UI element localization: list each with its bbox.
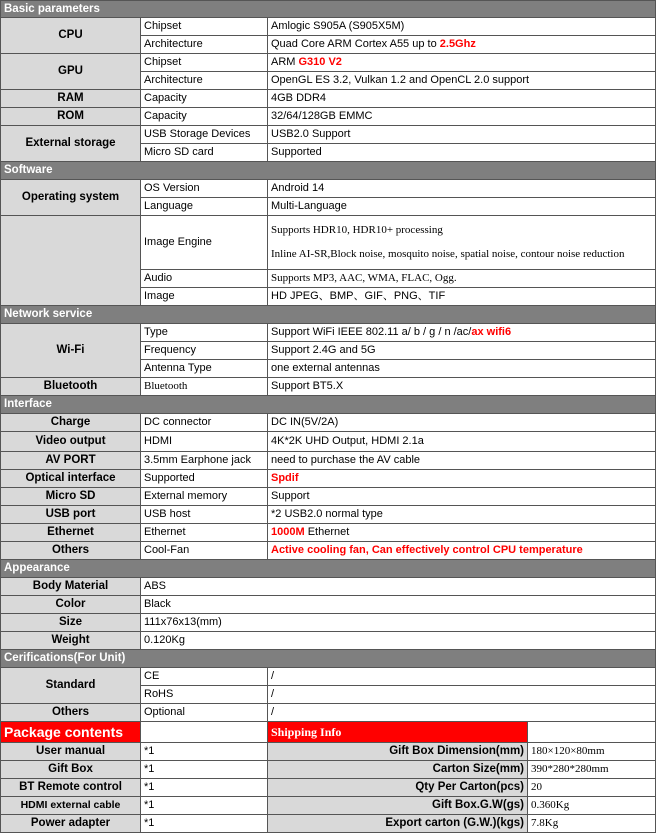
- gpu-arch-value: OpenGL ES 3.2, Vulkan 1.2 and OpenCL 2.0 support: [268, 72, 656, 90]
- charge-sub-label: DC connector: [141, 414, 268, 432]
- ram-capacity-label: Capacity: [141, 90, 268, 108]
- ethernet-sub-label: Ethernet: [141, 524, 268, 542]
- usb-port-value: *2 USB2.0 normal type: [268, 506, 656, 524]
- audio-label: Audio: [141, 270, 268, 288]
- shipping-item-value: 20: [528, 779, 656, 797]
- rom-value: 32/64/128GB EMMC: [268, 108, 656, 126]
- gpu-chipset-label: Chipset: [141, 54, 268, 72]
- color-value: Black: [141, 596, 656, 614]
- weight-label: Weight: [1, 632, 141, 650]
- ethernet-cell: [268, 524, 656, 542]
- charge-value: DC IN(5V/2A): [268, 414, 656, 432]
- section-software: Software: [1, 162, 656, 180]
- cpu-arch-label: Architecture: [141, 36, 268, 54]
- usb-storage-value: USB2.0 Support: [268, 126, 656, 144]
- package-title-spacer: [141, 722, 268, 743]
- rom-label: ROM: [1, 108, 141, 126]
- package-item-qty: *1: [141, 815, 268, 833]
- cert-others-value: /: [268, 704, 656, 722]
- cpu-frequency: 2.5Ghz: [439, 38, 476, 50]
- gpu-chipset-cell: [268, 54, 656, 72]
- gpu-label: GPU: [1, 54, 141, 90]
- color-label: Color: [1, 596, 141, 614]
- shipping-item-value: 7.8Kg: [528, 815, 656, 833]
- size-value: 111x76x13(mm): [141, 614, 656, 632]
- ce-label: CE: [141, 668, 268, 686]
- av-port-label: AV PORT: [1, 452, 141, 470]
- bluetooth-sub-label: Bluetooth: [141, 378, 268, 396]
- operating-system-label: Operating system: [1, 180, 141, 216]
- usb-port-label: USB port: [1, 506, 141, 524]
- optical-interface-value: Spdif: [268, 470, 656, 488]
- external-storage-label: External storage: [1, 126, 141, 162]
- weight-value: 0.120Kg: [141, 632, 656, 650]
- charge-label: Charge: [1, 414, 141, 432]
- standard-label: Standard: [1, 668, 141, 704]
- wifi-frequency-value: Support 2.4G and 5G: [268, 342, 656, 360]
- image-label: Image: [141, 288, 268, 306]
- wifi-frequency-label: Frequency: [141, 342, 268, 360]
- shipping-item-value: 390*280*280mm: [528, 761, 656, 779]
- ram-value: 4GB DDR4: [268, 90, 656, 108]
- software-media-category: [1, 216, 141, 306]
- size-label: Size: [1, 614, 141, 632]
- package-contents-title: Package contents: [1, 722, 141, 743]
- section-certifications: Cerifications(For Unit): [1, 650, 656, 668]
- body-material-value: ABS: [141, 578, 656, 596]
- package-item-qty: *1: [141, 761, 268, 779]
- section-network-service: Network service: [1, 306, 656, 324]
- shipping-item-label: Gift Box Dimension(mm): [268, 743, 528, 761]
- ethernet-value: Ethernet: [304, 526, 350, 538]
- cpu-chipset-label: Chipset: [141, 18, 268, 36]
- package-item-name: Gift Box: [1, 761, 141, 779]
- image-engine-cell: [268, 216, 656, 270]
- os-version-value: Android 14: [268, 180, 656, 198]
- cert-others-label: Others: [1, 704, 141, 722]
- shipping-item-label: Export carton (G.W.)(kgs): [268, 815, 528, 833]
- micro-sd-card-label: Micro SD card: [141, 144, 268, 162]
- av-port-value: need to purchase the AV cable: [268, 452, 656, 470]
- cpu-label: CPU: [1, 18, 141, 54]
- micro-sd-card-value: Supported: [268, 144, 656, 162]
- av-port-sub-label: 3.5mm Earphone jack: [141, 452, 268, 470]
- antenna-type-label: Antenna Type: [141, 360, 268, 378]
- optical-interface-label: Optical interface: [1, 470, 141, 488]
- image-engine-line-2: Inline AI-SR,Block noise, mosquito noise, spatial noise, contour noise reduction: [271, 248, 625, 260]
- cpu-arch-cell: [268, 36, 656, 54]
- image-engine-label: Image Engine: [141, 216, 268, 270]
- wifi-type-value: Support WiFi IEEE 802.11 a/ b / g / n /ac/: [271, 326, 472, 338]
- cool-fan-value: Active cooling fan, Can effectively control CPU temperature: [268, 542, 656, 560]
- section-interface: Interface: [1, 396, 656, 414]
- package-item-name: User manual: [1, 743, 141, 761]
- shipping-title-spacer: [528, 722, 656, 743]
- micro-sd-value: Support: [268, 488, 656, 506]
- shipping-item-label: Qty Per Carton(pcs): [268, 779, 528, 797]
- optical-interface-sub-label: Supported: [141, 470, 268, 488]
- wifi6-highlight: ax wifi6: [471, 326, 512, 338]
- usb-storage-label: USB Storage Devices: [141, 126, 268, 144]
- ethernet-speed: 1000M: [271, 526, 305, 538]
- section-basic-parameters: Basic parameters: [1, 1, 656, 18]
- cert-optional-label: Optional: [141, 704, 268, 722]
- package-item-name: BT Remote control: [1, 779, 141, 797]
- shipping-item-value: 0.360Kg: [528, 797, 656, 815]
- gpu-model: G310 V2: [298, 56, 342, 68]
- language-label: Language: [141, 198, 268, 216]
- video-output-sub-label: HDMI: [141, 432, 268, 452]
- gpu-chipset-value: ARM: [271, 56, 299, 68]
- usb-port-sub-label: USB host: [141, 506, 268, 524]
- package-item-name: HDMI external cable: [1, 797, 141, 815]
- package-item-qty: *1: [141, 779, 268, 797]
- cool-fan-label: Cool-Fan: [141, 542, 268, 560]
- micro-sd-sub-label: External memory: [141, 488, 268, 506]
- video-output-label: Video output: [1, 432, 141, 452]
- shipping-info-title: Shipping Info: [268, 722, 528, 743]
- wifi-label: Wi-Fi: [1, 324, 141, 378]
- section-appearance: Appearance: [1, 560, 656, 578]
- ram-label: RAM: [1, 90, 141, 108]
- shipping-item-value: 180×120×80mm: [528, 743, 656, 761]
- package-item-qty: *1: [141, 797, 268, 815]
- audio-value: Supports MP3, AAC, WMA, FLAC, Ogg.: [268, 270, 656, 288]
- micro-sd-label: Micro SD: [1, 488, 141, 506]
- shipping-item-label: Gift Box.G.W(gs): [268, 797, 528, 815]
- image-engine-line-1: Supports HDR10, HDR10+ processing: [271, 224, 443, 236]
- ce-value: /: [268, 668, 656, 686]
- package-item-qty: *1: [141, 743, 268, 761]
- bluetooth-value: Support BT5.X: [268, 378, 656, 396]
- gpu-arch-label: Architecture: [141, 72, 268, 90]
- bluetooth-label: Bluetooth: [1, 378, 141, 396]
- rom-capacity-label: Capacity: [141, 108, 268, 126]
- rohs-label: RoHS: [141, 686, 268, 704]
- package-item-name: Power adapter: [1, 815, 141, 833]
- shipping-item-label: Carton Size(mm): [268, 761, 528, 779]
- antenna-type-value: one external antennas: [268, 360, 656, 378]
- rohs-value: /: [268, 686, 656, 704]
- os-version-label: OS Version: [141, 180, 268, 198]
- cpu-arch-value: Quad Core ARM Cortex A55 up to: [271, 38, 440, 50]
- ethernet-label: Ethernet: [1, 524, 141, 542]
- image-formats-value: HD JPEG、BMP、GIF、PNG、TIF: [268, 288, 656, 306]
- wifi-type-cell: [268, 324, 656, 342]
- cpu-chipset-value: Amlogic S905A (S905X5M): [268, 18, 656, 36]
- video-output-value: 4K*2K UHD Output, HDMI 2.1a: [268, 432, 656, 452]
- wifi-type-label: Type: [141, 324, 268, 342]
- others-label: Others: [1, 542, 141, 560]
- body-material-label: Body Material: [1, 578, 141, 596]
- language-value: Multi-Language: [268, 198, 656, 216]
